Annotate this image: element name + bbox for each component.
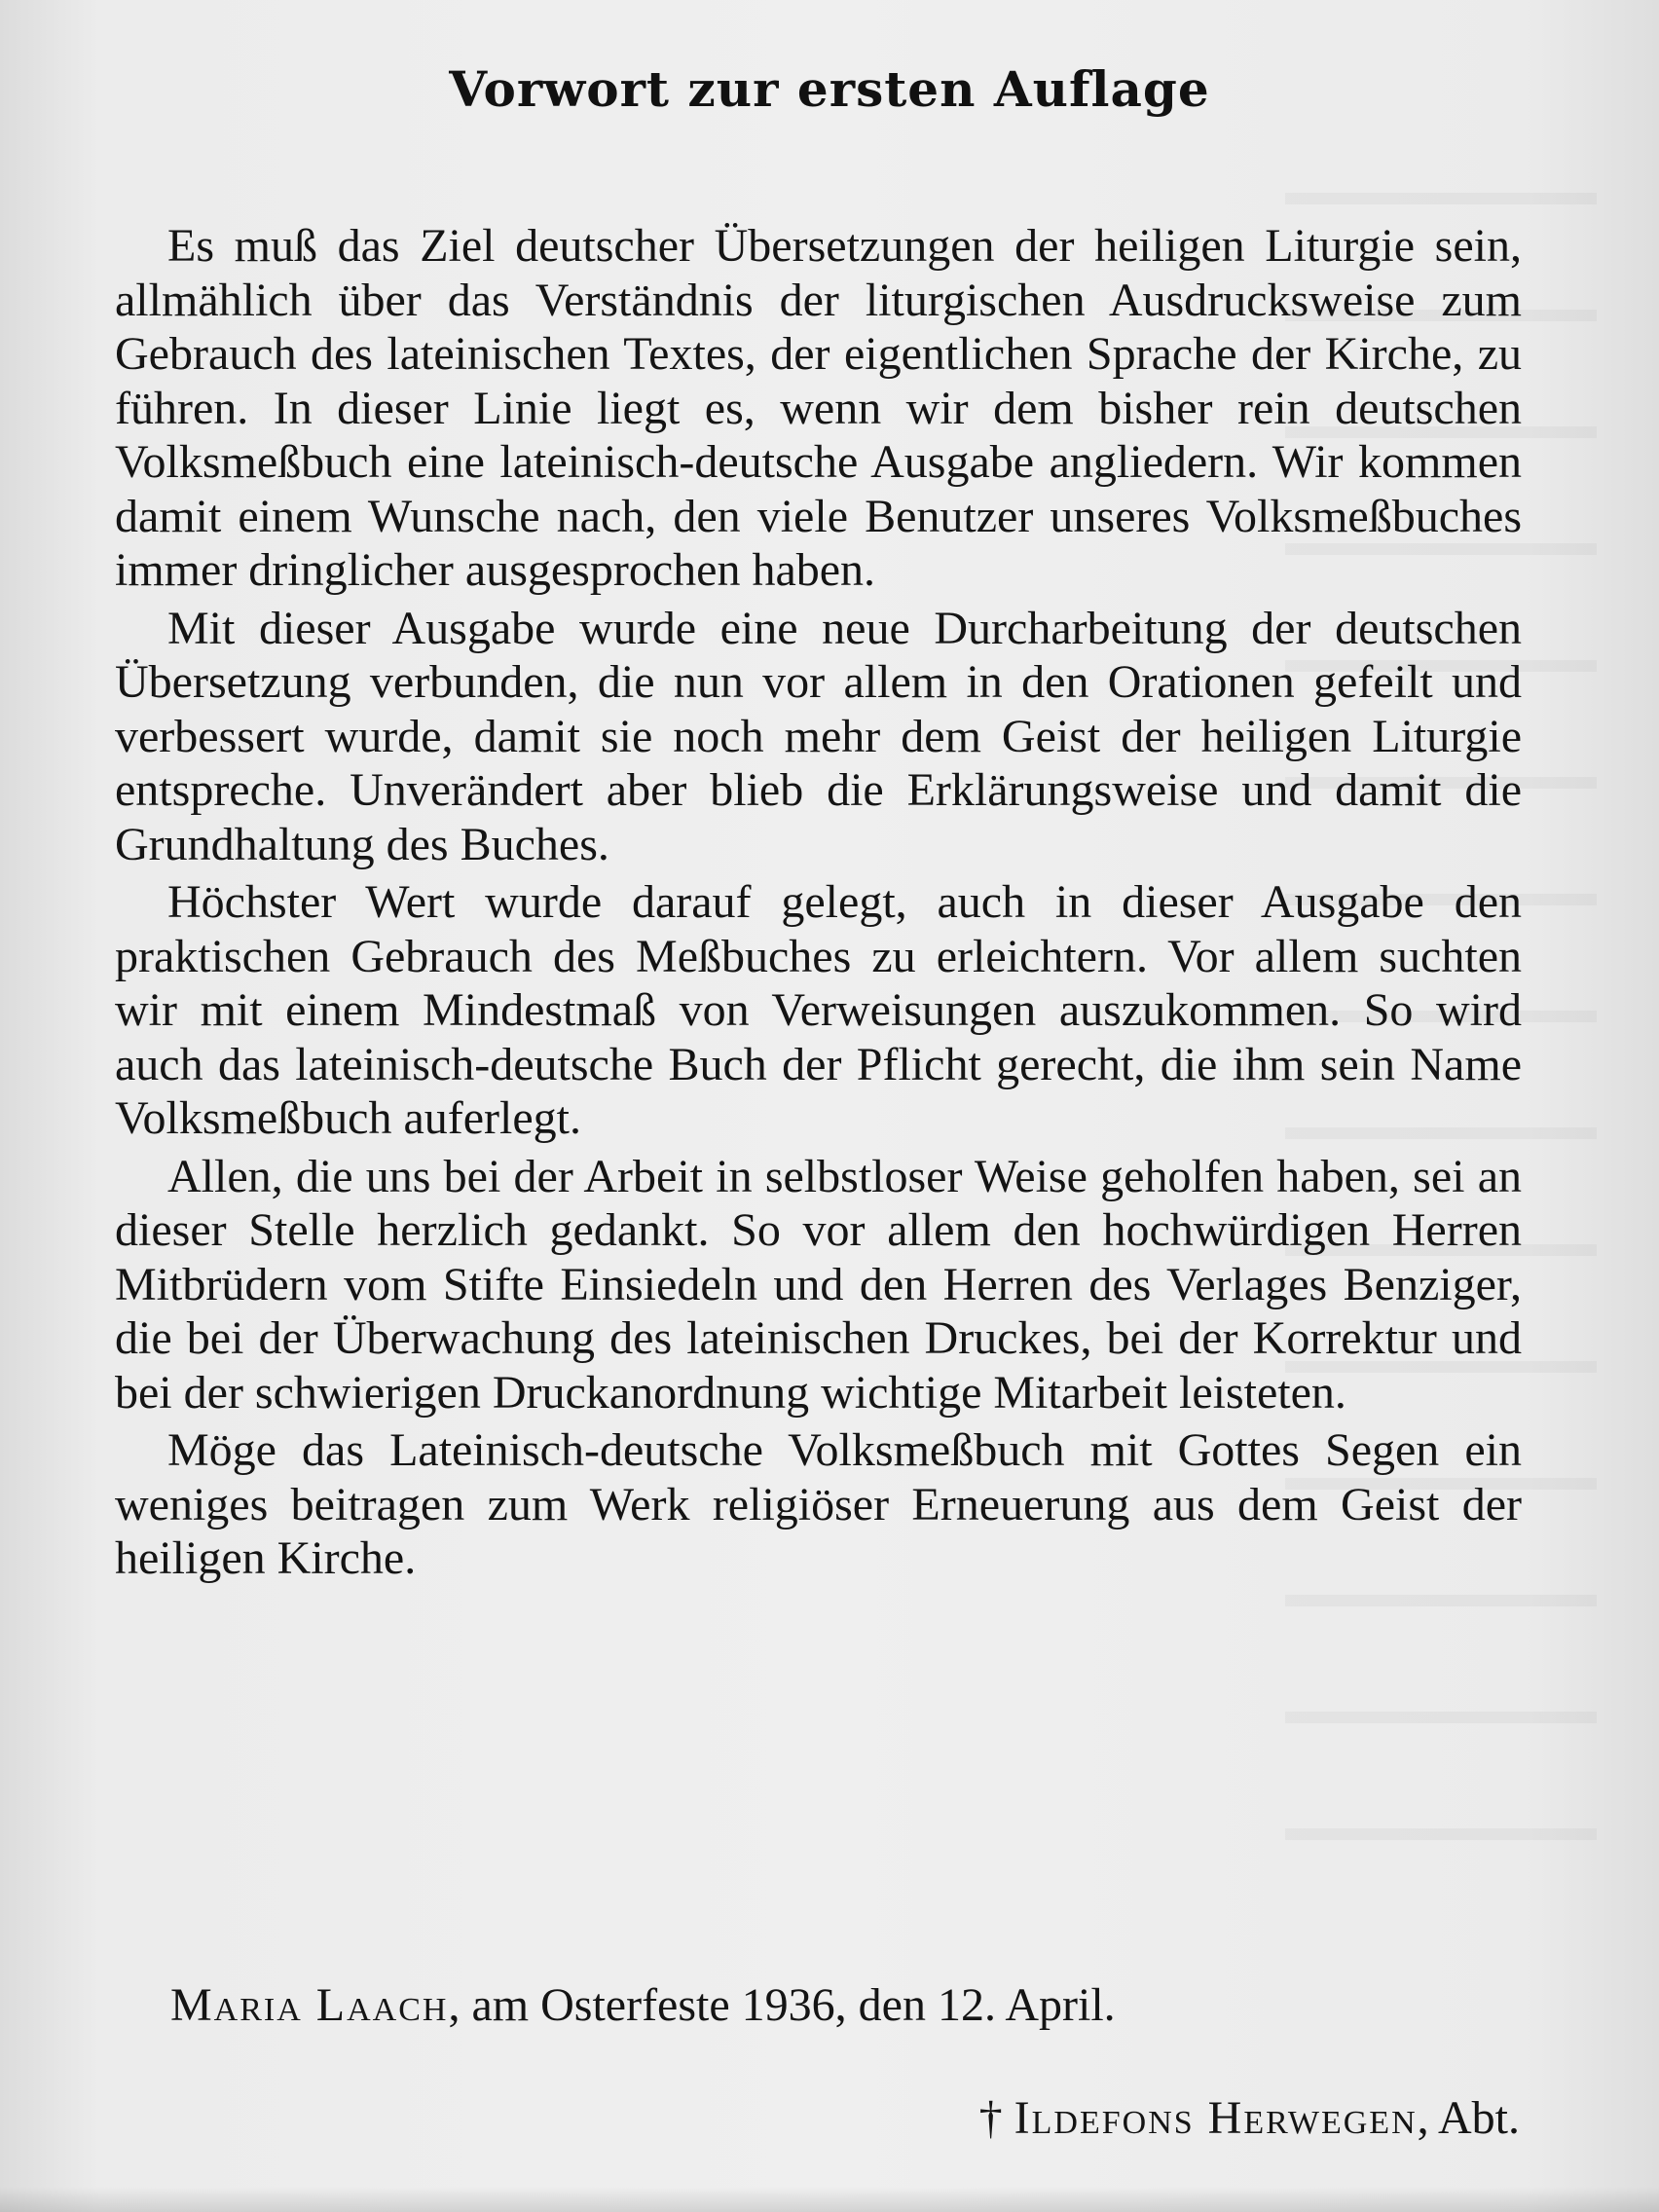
- preface-body: [115, 219, 1522, 1590]
- date-text: , am Osterfeste 1936, den 12. April.: [448, 1979, 1116, 2031]
- paragraph-3: Höchster Wert wurde darauf gelegt, auch in dieser Ausgabe den praktischen Gebrauch des Meßbuches zu erleichtern. Vor allem suchten wir mit einem Mindestmaß von Verweisungen auszukommen. So wird auch das lateinisch-deutsche Buch der Pflicht gerecht, die ihm sein Name Volksmeßbuch auferlegt.: [115, 876, 1522, 1144]
- cross-symbol: †: [978, 2092, 1003, 2144]
- page-title: Vorwort zur ersten Auflage: [449, 60, 1210, 118]
- paragraph-2: Mit dieser Ausgabe wurde eine neue Durcharbeitung der deutschen Übersetzung verbunden, die nun vor allem in den Orationen gefeilt und verbessert wurde, damit sie noch mehr dem Geist der heiligen Liturgie entspreche. Unverändert aber blieb die Erklärungsweise und damit die Grundhaltung des Buches.: [115, 602, 1522, 870]
- signatory-title: , Abt.: [1417, 2092, 1520, 2144]
- place-name: Maria Laach: [170, 1979, 449, 2031]
- signature-line: [979, 2091, 1520, 2146]
- paragraph-1: Es muß das Ziel deutscher Übersetzungen der heiligen Liturgie sein, allmählich über das Verständnis der liturgischen Ausdrucksweise zum Gebrauch des lateinischen Textes, der eigentlichen Sprache der Kirche, zu führen. In dieser Linie liegt es, wenn wir dem bisher rein deutschen Volksmeßbuch eine lateinisch-deutsche Ausgabe angliedern. Wir kommen damit einem Wunsche nach, den viele Benutzer unseres Volksmeßbuches immer dringlicher ausgesprochen haben.: [115, 220, 1522, 596]
- page-bottom-shadow: [0, 2187, 1659, 2212]
- paragraph-4: Allen, die uns bei der Arbeit in selbstloser Weise geholfen haben, sei an dieser Stelle herzlich gedankt. So vor allem den hochwürdigen Herren Mitbrüdern vom Stifte Einsiedeln und den Herren des Verlages Benziger, die bei der Überwachung des lateinischen Druckes, bei der Korrektur und bei der schwierigen Druckanordnung wichtige Mitarbeit leisteten.: [115, 1150, 1522, 1419]
- signatory-name: Ildefons Herwegen: [1014, 2092, 1418, 2144]
- place-and-date: [170, 1978, 1116, 2033]
- paragraph-5: Möge das Lateinisch-deutsche Volksmeßbuch mit Gottes Segen ein weniges beitragen zum Werk religiöser Erneuerung aus dem Geist der heiligen Kirche.: [115, 1424, 1522, 1584]
